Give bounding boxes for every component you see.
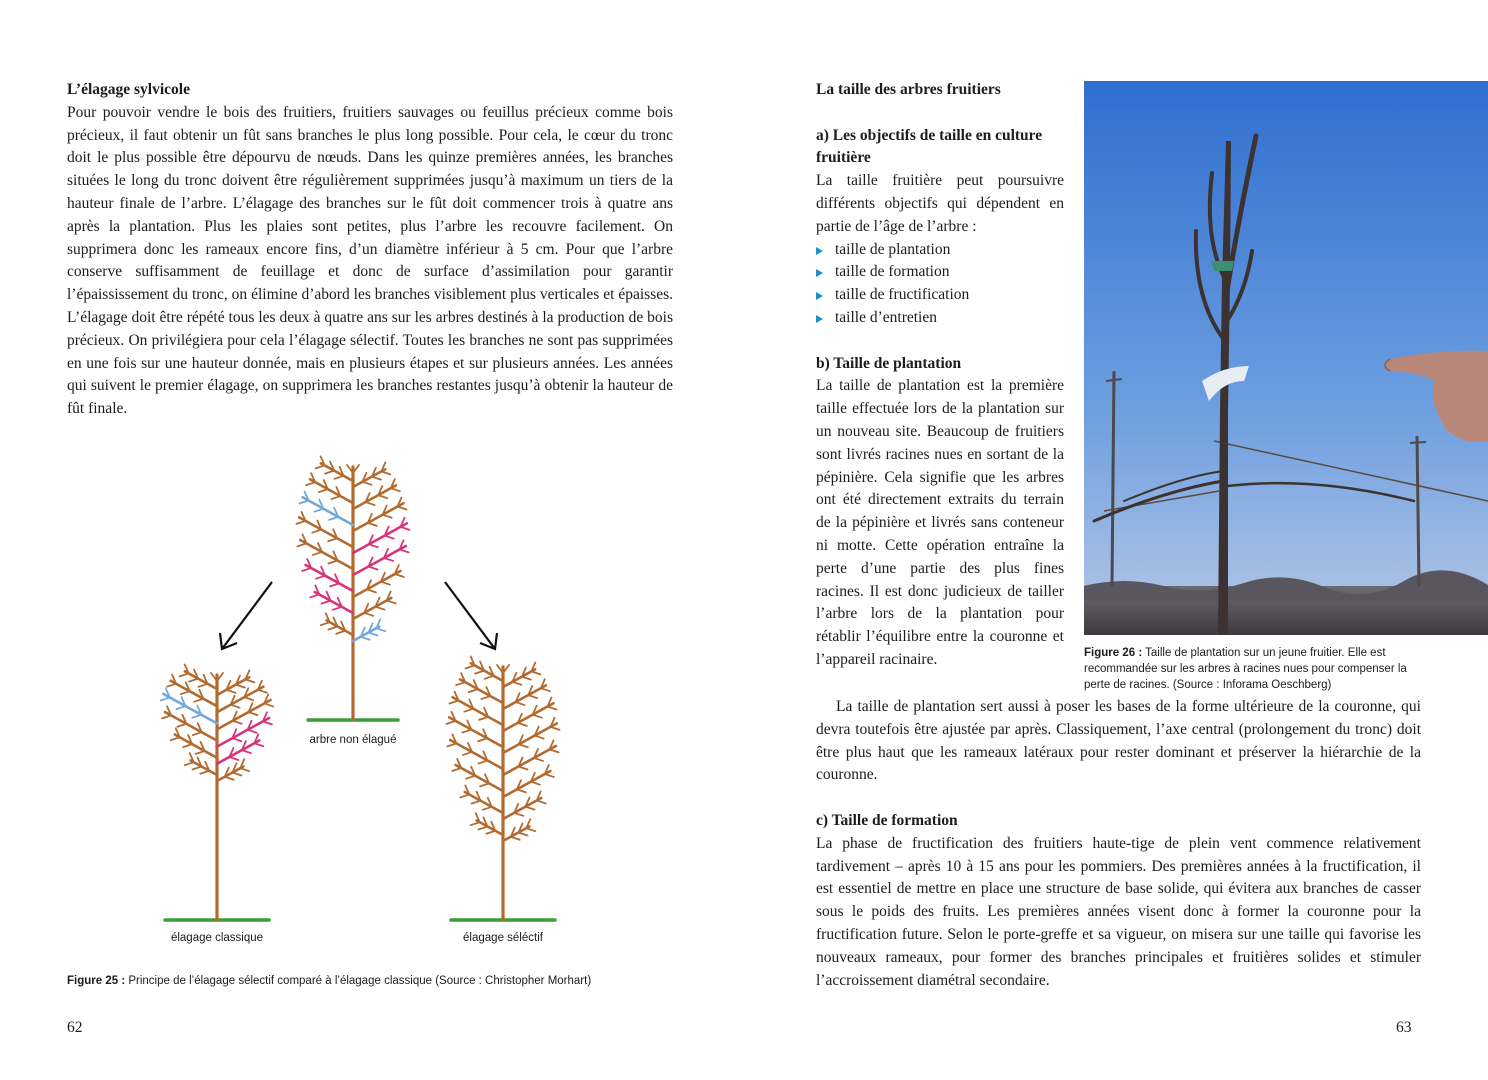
figure-26-caption-text: Taille de plantation sur un jeune fruitier. Elle est recommandée sur les arbres à racines nues pour compenser la perte de racines. (Source : Inforama Oeschberg) (1084, 647, 1407, 691)
section-heading-elagage: L’élagage sylvicole (67, 81, 190, 98)
page-number-right: 63 (1396, 1019, 1412, 1036)
section-b-text: La taille de plantation est la première taille effectuée lors de la plantation sur un nouveau site. Beaucoup de fruitiers sont livrés racines nues en sortant de la pépinière. Cela signifie que les arbres ont été directement extraits du terrain de la pépinière et livrés sans conteneur ni motte. Cette opération entraîne la perte d’une partie des plus fines racines. Il est donc judicieux de tailler l’arbre lors de la plantation pour rétablir l’équilibre entre la couronne et l’appareil racinaire. (816, 377, 1064, 668)
tree-selective-pruning (446, 656, 559, 920)
figure-25-caption-text: Principe de l’élagage sélectif comparé à l’élagage classique (Source : Christopher Morhart) (125, 975, 592, 987)
label-selective-pruning: élagage séléctif (463, 932, 543, 944)
section-c-heading: c) Taille de formation (816, 811, 958, 829)
figure-26-photo (1084, 81, 1488, 635)
right-wide-text (816, 696, 1421, 992)
left-text-column (67, 79, 673, 421)
list-item: taille de fructification (816, 284, 1064, 307)
bullet-triangle-icon (816, 292, 823, 300)
section-b-heading: b) Taille de plantation (816, 354, 962, 372)
figure-26-caption-label: Figure 26 : (1084, 647, 1143, 659)
label-classic-pruning: élagage classique (170, 932, 264, 944)
right-page (744, 0, 1488, 1080)
section-a-heading: a) Les objectifs de taille en culture fruitière (816, 126, 1043, 167)
bullet-triangle-icon (816, 247, 823, 255)
tree-unpruned (296, 456, 409, 720)
bullet-triangle-icon (816, 269, 823, 277)
paragraph-elagage: Pour pouvoir vendre le bois des fruitiers, fruitiers sauvages ou feuillus précieux comme bois précieux, il faut obtenir un fût sans branches le plus long possible. Pour cela, le cœur du tronc doit le plus possible être dépourvu de nœuds. Dans les quinze premières années, les branches situées le long du tronc doivent être régulièrement supprimées jusqu’à maximum un tiers de la hauteur finale de l’arbre. L’élagage des branches sur le fût doit commencer trois à quatre ans après la plantation. Plus les plaies sont petites, plus l’arbre les recouvre facilement. On supprimera donc les rameaux encore fins, d’un diamètre inférieur à 5 cm. Pour que l’arbre conserve suffisamment de feuillage et donc de surface d’assimilation pour garantir l’épaississement du tronc, on élimine d’abord les branches visiblement plus verticales et épaisses. L’élagage doit être répété tous les deux à quatre ans sur les arbres destinés à la production de bois précieux. On privilégiera pour cela l’élagage sélectif. Toutes les branches ne sont pas supprimées en une fois sur une hauteur donnée, mais en plusieurs étapes et sur plusieurs années. Les années qui suivent le premier élagage, on supprimera les branches restantes jusqu’à obtenir la hauteur de fût finale. (67, 103, 673, 418)
tree-classic-pruning (161, 664, 273, 920)
section-b-text-continued: La taille de plantation sert aussi à poser les bases de la forme ultérieure de la couronne, qui devra toutefois être ajustée par après. Classiquement, l’axe central (prolongement du tronc) doit être plus haut que les rameaux latéraux pour rester dominant et préserver la hiérarchie de la couronne. (816, 698, 1421, 784)
arrow-left-icon (220, 582, 272, 649)
bullet-triangle-icon (816, 315, 823, 323)
arrow-right-icon (445, 582, 497, 649)
chapter-title: La taille des arbres fruitiers (816, 81, 1001, 98)
section-c-text: La phase de fructification des fruitiers haute-tige de plein vent commence relativement tardivement – après 10 à 15 ans pour les pommiers. Des premières années à la fructification, il est essentiel de mettre en place une structure de base solide, qui évitera aux branches de casser sous le poids des fruits. Les premières années visent donc à former la couronne pour la fructification future. Selon le porte-greffe et sa vigueur, on misera sur une taille qui favorise les nouveaux rameaux, pour former des branches principales et fruitières solides et stimuler l’accroissement diamétral secondaire. (816, 834, 1421, 989)
list-item: taille de plantation (816, 239, 1064, 262)
figure-25-pruning-diagram (130, 455, 610, 955)
right-text-column (816, 79, 1064, 672)
figure-26-caption (1084, 645, 1434, 693)
objectives-list (816, 239, 1064, 330)
label-unpruned-tree: arbre non élagué (309, 734, 397, 746)
figure-25-caption (67, 973, 687, 989)
figure-25-caption-label: Figure 25 : (67, 975, 126, 987)
list-item: taille de formation (816, 261, 1064, 284)
section-a-text: La taille fruitière peut poursuivre différents objectifs qui dépendent en partie de l’âge de l’arbre : (816, 172, 1064, 235)
list-item: taille d’entretien (816, 307, 1064, 330)
page-number-left: 62 (67, 1019, 83, 1036)
